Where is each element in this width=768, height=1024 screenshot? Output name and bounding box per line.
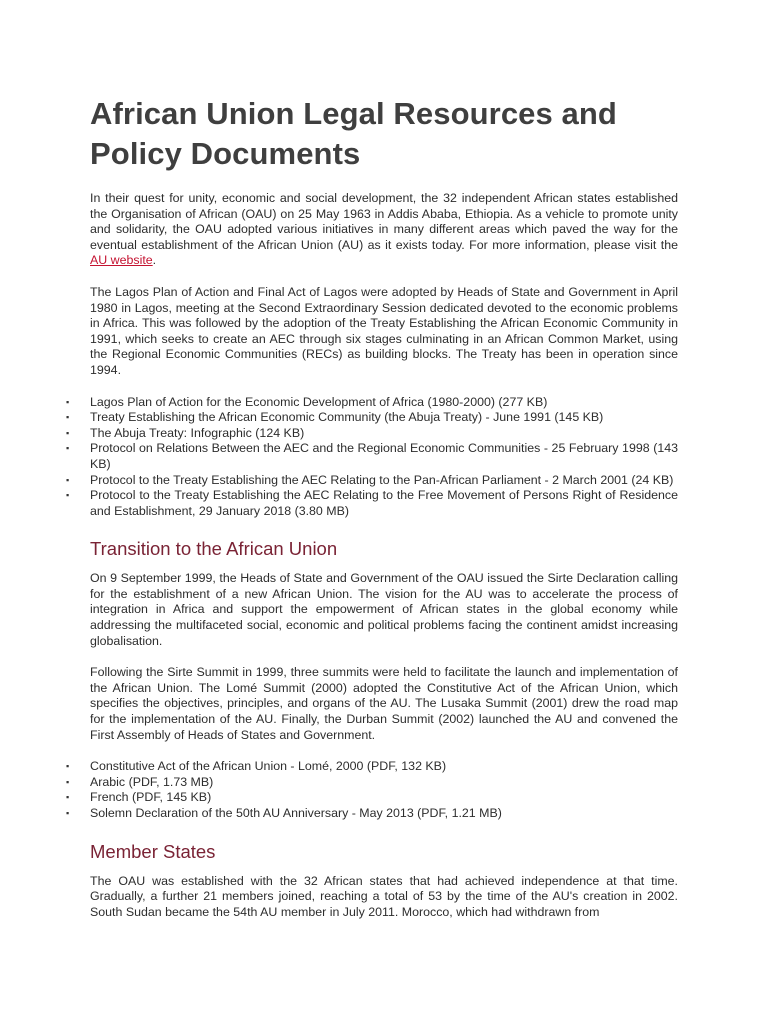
list-item[interactable] bbox=[66, 425, 678, 442]
bullet-icon: ▪ bbox=[66, 396, 70, 407]
list-item[interactable] bbox=[66, 774, 678, 791]
bullet-icon: ▪ bbox=[66, 443, 70, 454]
list-item-label: Treaty Establishing the African Economic Community (the Abuja Treaty) - June 1991 (145 KB) bbox=[90, 410, 604, 425]
list-item-label: Protocol to the Treaty Establishing the AEC Relating to the Pan-African Parliament - 2 March 2001 (24 KB) bbox=[90, 472, 674, 487]
list-item[interactable] bbox=[66, 410, 678, 426]
list-item[interactable] bbox=[66, 759, 678, 775]
section-heading-transition: Transition to the African Union bbox=[90, 538, 338, 560]
list-item[interactable] bbox=[66, 394, 678, 411]
list-item-label: Arabic (PDF, 1.73 MB) bbox=[90, 774, 214, 789]
intro-paragraph-1-end: . bbox=[152, 253, 157, 268]
bullet-icon: ▪ bbox=[66, 776, 70, 787]
au-website-link[interactable]: AU website bbox=[90, 253, 153, 268]
list-item[interactable] bbox=[66, 472, 678, 489]
member-states-paragraph: The OAU was established with the 32 African states that had achieved independence at that time. Gradually, a further 21 members joined, reaching a total of 53 by the time of the AU's creation in 2002. South Sudan became the 54th AU member in July 2011. Morocco, which had withdrawn from bbox=[90, 873, 678, 919]
intro-paragraph-1-text: In their quest for unity, economic and social development, the 32 independent African states established the Organisation of African (OAU) on 25 May 1963 in Addis Ababa, Ethiopia. As a vehicle to promote unity and solidarity, the OAU adopted various initiatives in many different areas which paved the way for the eventual establishment of the African Union (AU) as it exists today. For more information, please visit the bbox=[90, 191, 678, 252]
bullet-icon: ▪ bbox=[66, 427, 70, 438]
list-item-label: French (PDF, 145 KB) bbox=[90, 790, 212, 805]
document-list-transition bbox=[66, 759, 678, 821]
list-item-label: Protocol on Relations Between the AEC and the Regional Economic Communities - 25 February 1998 (143 KB) bbox=[90, 441, 678, 471]
bullet-icon: ▪ bbox=[66, 474, 70, 485]
list-item-label: Constitutive Act of the African Union - Lomé, 2000 (PDF, 132 KB) bbox=[90, 759, 447, 774]
intro-paragraph-2: The Lagos Plan of Action and Final Act of Lagos were adopted by Heads of State and Government in April 1980 in Lagos, meeting at the Second Extraordinary Session dedicated devoted to the economic problems in Africa. This was followed by the adoption of the Treaty Establishing the African Economic Community in 1991, which seeks to create an AEC through six stages culminating in an African Common Market, using the Regional Economic Communities (RECs) as building blocks. The Treaty has been in operation since 1994. bbox=[90, 284, 678, 377]
article bbox=[66, 94, 678, 936]
bullet-icon: ▪ bbox=[66, 761, 70, 772]
intro-paragraph-1 bbox=[90, 191, 678, 269]
list-item[interactable] bbox=[66, 790, 678, 806]
list-item-label: Lagos Plan of Action for the Economic Development of Africa (1980-2000) (277 KB) bbox=[90, 394, 548, 409]
list-item[interactable] bbox=[66, 488, 678, 519]
section-heading-member-states: Member States bbox=[90, 840, 216, 862]
transition-paragraph-2: Following the Sirte Summit in 1999, three summits were held to facilitate the launch and implementation of the African Union. The Lomé Summit (2000) adopted the Constitutive Act of the African Union, which specifies the objectives, principles, and organs of the AU. The Lusaka Summit (2001) drew the road map for the implementation of the AU. Finally, the Durban Summit (2002) launched the AU and convened the First Assembly of Heads of States and Government. bbox=[90, 665, 678, 742]
list-item-label: Protocol to the Treaty Establishing the AEC Relating to the Free Movement of Persons Right of Residence and Establishment, 29 January 2018 (3.80 MB) bbox=[90, 488, 678, 518]
bullet-icon: ▪ bbox=[66, 490, 70, 501]
transition-paragraph-1: On 9 September 1999, the Heads of State and Government of the OAU issued the Sirte Declaration calling for the establishment of a new African Union. The vision for the AU was to accelerate the process of integration in Africa and support the empowerment of African states in the global economy while addressing the multifaceted social, economic and political problems facing the continent amidst increasing globalisation. bbox=[90, 571, 678, 648]
page-title: African Union Legal Resources and Policy Documents bbox=[90, 96, 617, 171]
bullet-icon: ▪ bbox=[66, 412, 70, 423]
bullet-icon: ▪ bbox=[66, 792, 70, 803]
list-item-label: The Abuja Treaty: Infographic (124 KB) bbox=[90, 425, 305, 440]
list-item-label: Solemn Declaration of the 50th AU Anniversary - May 2013 (PDF, 1.21 MB) bbox=[90, 806, 502, 820]
bullet-icon: ▪ bbox=[66, 808, 70, 818]
list-item[interactable] bbox=[66, 441, 678, 472]
document-list-lagos bbox=[66, 394, 678, 520]
list-item[interactable] bbox=[66, 806, 678, 822]
